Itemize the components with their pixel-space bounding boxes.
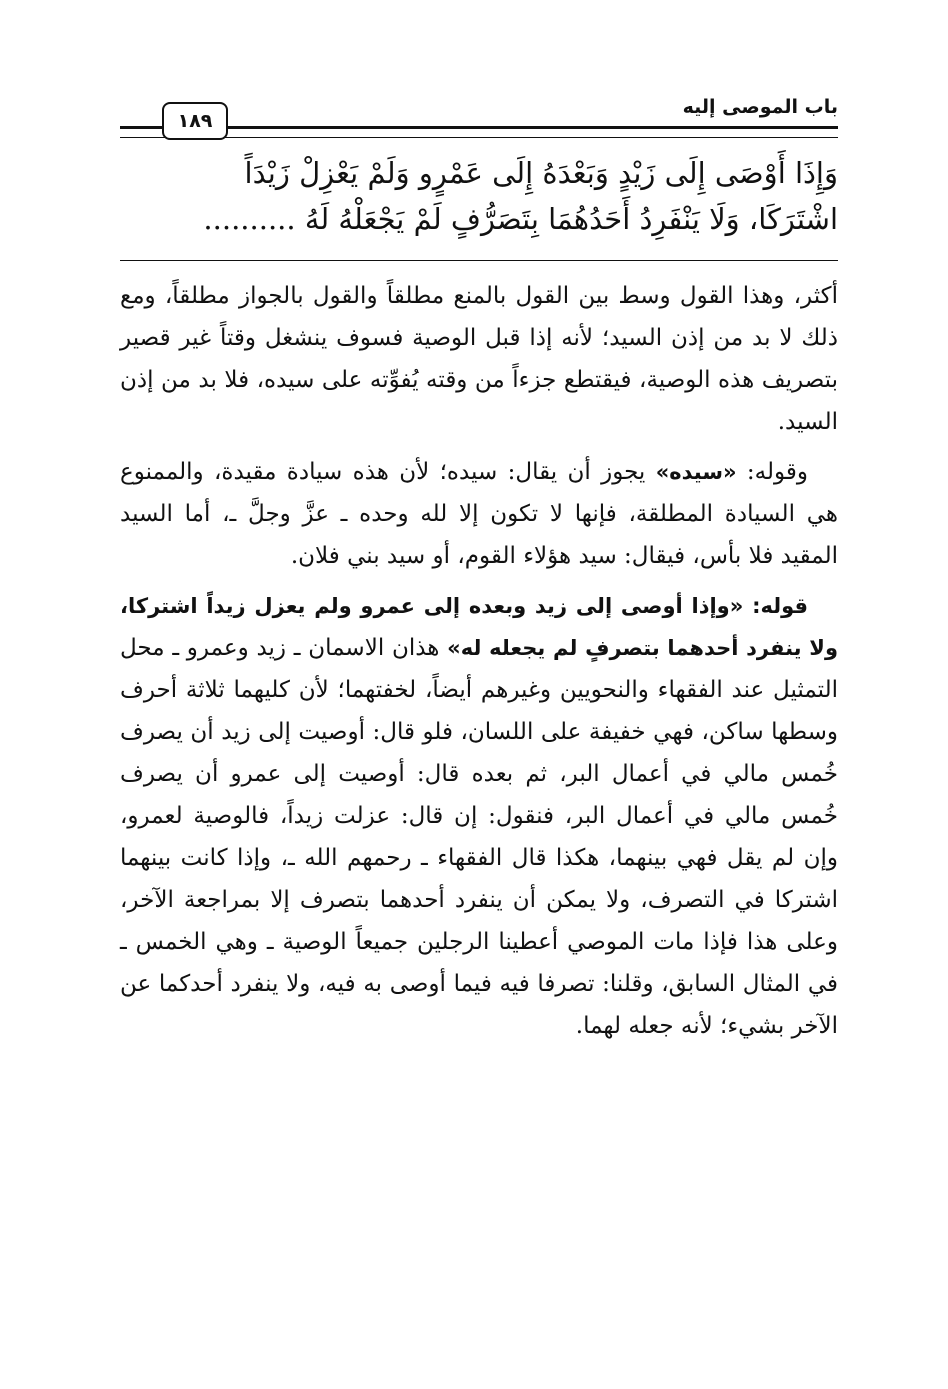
p3-label: قوله: (752, 594, 808, 618)
p2-pre: وقوله: (736, 459, 808, 485)
matn-line-2: اشْتَرَكَا، وَلَا يَنْفَرِدُ أَحَدُهُمَا بِتَصَرُّفٍ لَمْ يَجْعَلْهُ لَهُ .......... (203, 202, 838, 236)
chapter-title: باب الموصى إليه (682, 96, 838, 118)
page-number: ١٨٩ (162, 102, 228, 140)
commentary-paragraph-1: أكثر، وهذا القول وسط بين القول بالمنع مطلقاً والقول بالجواز مطلقاً، ومع ذلك لا بد من إذن السيد؛ لأنه إذا قبل الوصية فسوف ينشغل وقتاً غير قصير بتصريف هذه الوصية، فيقتطع جزءاً من وقته يُفوِّته على سيده، فلا بد من إذن السيد. (120, 283, 838, 435)
matn-text (120, 150, 838, 261)
p2-post: يجوز أن يقال: سيده؛ لأن هذه سيادة مقيدة، والممنوع هي السيادة المطلقة، فإنها لا تكون إلا لله وحده ـ عزَّ وجلَّ ـ، أما السيد المقيد فلا بأس، فيقال: سيد هؤلاء القوم، أو سيد بني فلان. (120, 459, 838, 569)
p3-quoted-matn: «وإذا أوصى إلى زيد وبعده إلى عمرو ولم يعزل زيداً اشتركا، ولا ينفرد أحدهما بتصرفٍ لم يجعله له» (120, 594, 838, 660)
commentary-paragraph-2 (120, 451, 838, 577)
page-header (120, 92, 838, 142)
commentary (120, 275, 838, 1047)
p3-post: هذان الاسمان ـ زيد وعمرو ـ محل التمثيل عند الفقهاء والنحويين وغيرهم أيضاً، لخفتهما؛ لأن كليهما ثلاثة أحرف وسطها ساكن، فهي خفيفة على اللسان، فلو قال: أوصيت إلى زيد أن يصرف خُمس مالي في أعمال البر، ثم بعده قال: أوصيت إلى عمرو أن يصرف خُمس مالي في أعمال البر، فنقول: إن قال: عزلت زيداً، فالوصية لعمرو، وإن لم يقل فهي بينهما، هكذا قال الفقهاء ـ رحمهم الله ـ، وإذا كانت بينهما اشتركا في التصرف، ولا يمكن أن ينفرد أحدهما بتصرف إلا بمراجعة الآخر، وعلى هذا فإذا مات الموصي أعطينا الرجلين جميعاً الوصية ـ وهي الخمس ـ في المثال السابق، وقلنا: تصرفا فيه فيما أوصى به فيه، ولا ينفرد أحدكما عن الآخر بشيء؛ لأنه جعله لهما. (120, 635, 838, 1039)
commentary-paragraph-3 (120, 585, 838, 1047)
matn-line-1: وَإِذَا أَوْصَى إِلَى زَيْدٍ وَبَعْدَهُ إِلَى عَمْرٍو وَلَمْ يَعْزِلْ زَيْدَاً (244, 156, 838, 190)
p2-quoted-word: «سيده» (655, 460, 737, 484)
book-page (120, 92, 838, 1055)
